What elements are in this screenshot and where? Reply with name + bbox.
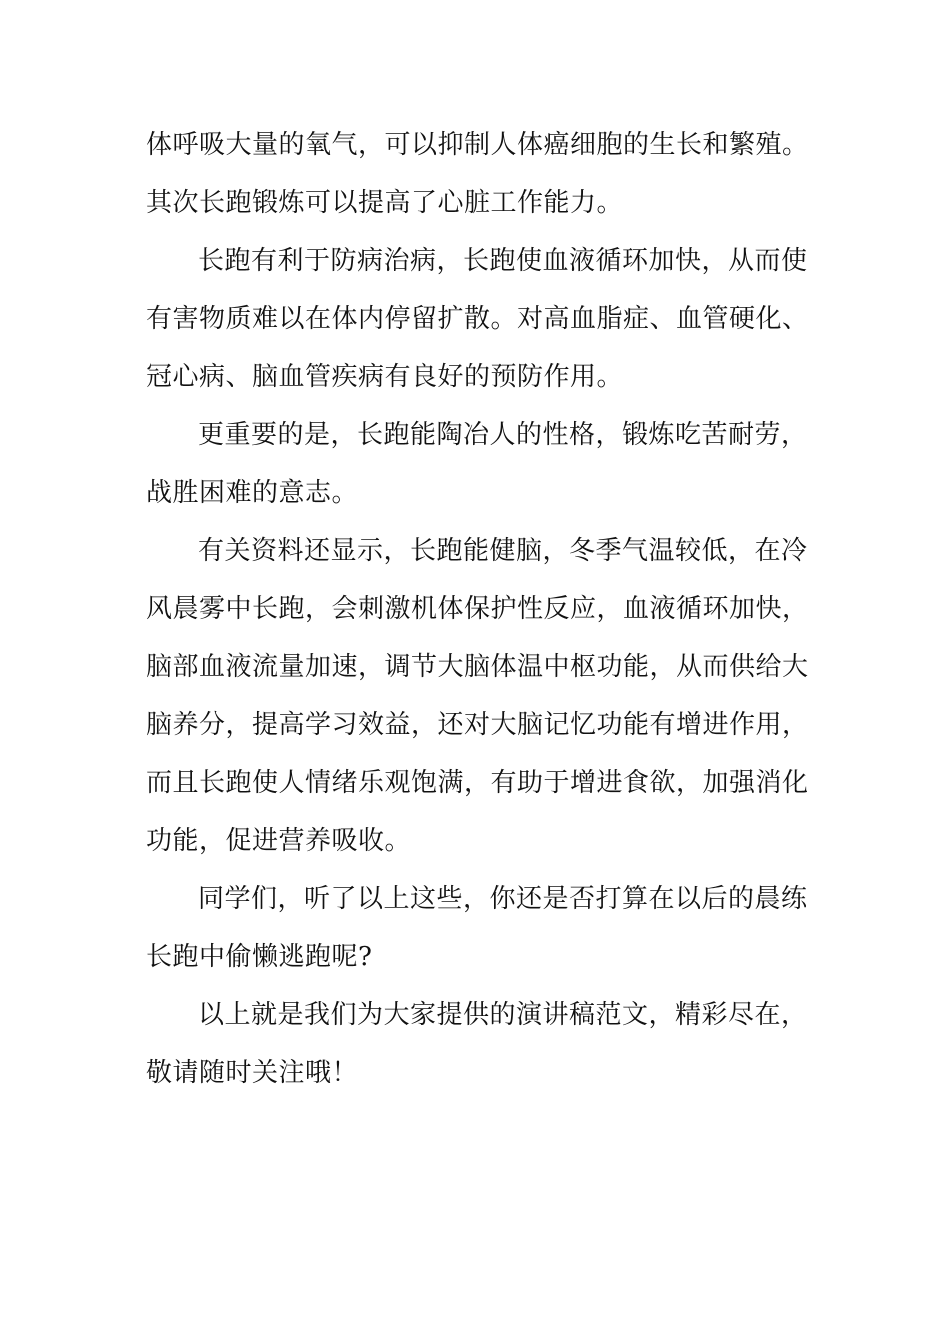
paragraph: [146, 406, 810, 522]
text-line: 脑部血液流量加速，调节大脑体温中枢功能，从而供给大: [146, 652, 809, 682]
text-line: 脑养分，提高学习效益，还对大脑记忆功能有增进作用，: [146, 710, 809, 740]
text-line: 敬请随时关注哦！: [146, 1058, 359, 1088]
paragraph: [146, 870, 810, 986]
text-line: 战胜困难的意志。: [146, 478, 359, 508]
text-line: 风晨雾中长跑，会刺激机体保护性反应，血液循环加快，: [146, 594, 809, 624]
text-line: 同学们，听了以上这些，你还是否打算在以后的晨练: [198, 884, 808, 914]
text-line: 有关资料还显示，长跑能健脑，冬季气温较低，在冷: [198, 536, 808, 566]
paragraph: [146, 522, 810, 870]
paragraph: [146, 232, 810, 406]
paragraph: [146, 116, 810, 232]
text-line: 长跑中偷懒逃跑呢?: [146, 942, 373, 972]
text-line: 有害物质难以在体内停留扩散。对高血脂症、血管硬化、: [146, 304, 809, 334]
text-line: 长跑有利于防病治病，长跑使血液循环加快，从而使: [198, 246, 808, 276]
paragraph: [146, 986, 810, 1102]
document-body: [146, 116, 810, 1102]
text-line: 更重要的是，长跑能陶冶人的性格，锻炼吃苦耐劳，: [198, 420, 808, 450]
text-line: 功能，促进营养吸收。: [146, 826, 412, 856]
text-line: 其次长跑锻炼可以提高了心脏工作能力。: [146, 188, 624, 218]
text-line: 冠心病、脑血管疾病有良好的预防作用。: [146, 362, 624, 392]
text-line: 以上就是我们为大家提供的演讲稿范文，精彩尽在，: [198, 1000, 808, 1030]
text-line: 而且长跑使人情绪乐观饱满，有助于增进食欲，加强消化: [146, 768, 809, 798]
text-line: 体呼吸大量的氧气，可以抑制人体癌细胞的生长和繁殖。: [146, 130, 809, 160]
